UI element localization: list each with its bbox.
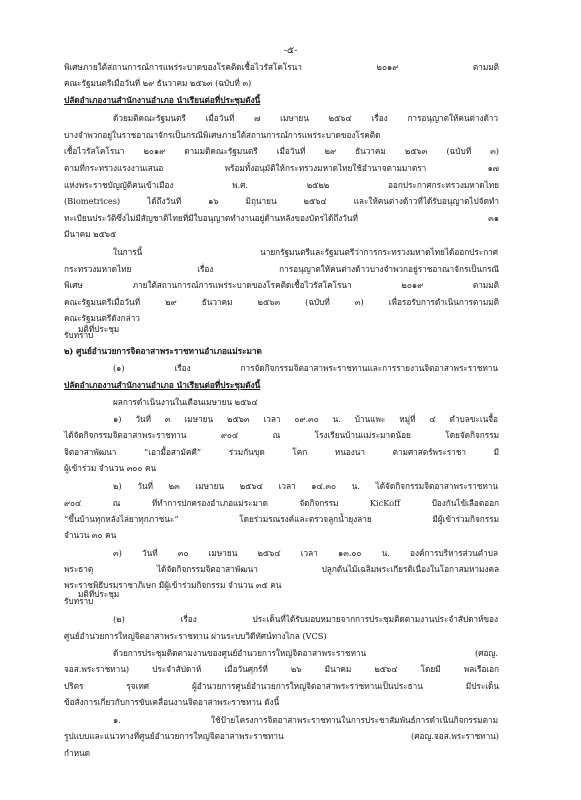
text-line: ปริตร รุจเทศ ผู้อำนวยการศูนย์อำนวยการใหญ่จิตอาสาพระราชทานเป็นประธาน มีประเด็น: [64, 681, 499, 691]
text-line: ในการนี้ นายกรัฐมนตรีและรัฐมนตรีว่าการกระทรวงมหาดไทยได้ออกประกาศ: [113, 247, 498, 257]
text-line: คณะรัฐมนตรีเมื่อวันที่ ๒๙ ธันวาคม ๒๕๖๓ (ฉบับที่ ๓): [64, 78, 252, 88]
text-line: จิตอาสาพัฒนา “เอามื้อสามัคคี” ร่วมกันขุด โคก หนองนา ตามศาสตร์พระราชา มี: [64, 447, 499, 457]
text-line: ทะเบียนประวัติซึ่งไม่มีสัญชาติไทยที่มีใบอนุญาตทำงานอยู่ด้านหลังของบัตรได้ถึงวันที่ ๓๑: [64, 213, 499, 223]
text-line: คณะรัฐมนตรีดังกล่าว: [64, 313, 140, 323]
text-line: จอส.พระราชทาน) ประจำสัปดาห์ เมื่อวันศุกร์ที่ ๒๖ มีนาคม ๒๕๖๔ โดยมี พลเรือเอก: [64, 664, 499, 674]
text-line: ๓) วันที่ ๓๐ เมษายน ๒๕๖๔ เวลา ๑๓.๐๐ น. องค์การบริหารส่วนตำบล: [113, 548, 498, 558]
text-line: ๑. ใช้ป้ายโครงการจิตอาสาพระราชทานในการประชาสัมพันธ์การดำเนินกิจกรรมตาม: [113, 715, 498, 725]
text-line: รูปแบบและแนวทางที่ศูนย์อำนวยการใหญ่จิตอาสาพระราชทาน (ศอญ.จอส.พระราชทาน): [64, 731, 499, 741]
resolution-text: รับทราบ: [64, 596, 94, 606]
resolution-text: รับทราบ: [64, 330, 94, 340]
text-line: ข้อสั่งการเกี่ยวกับการขับเคลื่อนงานจิตอาสาพระราชทาน ดังนี้: [64, 697, 280, 707]
text-line: กำหนด: [64, 748, 91, 758]
text-line: ตามที่กระทรวงแรงงานเสนอ พร้อมทั้งอนุมัติให้กระทรวงมหาดไทยใช้อำนาจตามมาตรา ๑๗: [64, 163, 499, 173]
text-line: ศูนย์อำนวยการใหญ่จิตอาสาพระราชทาน ผ่านระบบวิดีทัศน์ทางไกล (VCS): [64, 631, 327, 641]
text-line: พิเศษ ภายใต้สถานการณ์การแพร่ระบาดของโรคติดเชื้อไวรัสโคโรนา ๒๐๑๙ ตามมติ: [64, 280, 499, 290]
text-line: พิเศษภายใต้สถานการณ์การแพร่ระบาดของโรคติดเชื้อไวรัสโคโรนา ๒๐๑๙ ตามมติ: [64, 62, 499, 72]
text-line: พระราชพิธีบรมราชาภิเษก มีผู้เข้าร่วมกิจกรรม จำนวน ๓๕ คน: [64, 580, 282, 590]
resolution-label: มติที่ประชุม: [78, 324, 120, 334]
page-number: -๕-: [283, 45, 298, 56]
text-line: (๑) เรื่อง การจัดกิจกรรมจิตอาสาพระราชทานและการรายงานจิตอาสาพระราชทาน: [113, 363, 498, 373]
text-line: ๒) วันที่ ๒๓ เมษายน ๒๕๖๔ เวลา ๑๔.๓๐ น. ได้จัดกิจกรรมจิตอาสาพระราชทาน: [113, 481, 498, 491]
text-line: ด้วยมติคณะรัฐมนตรี เมื่อวันที่ ๗ เมษายน ๒๕๖๔ เรื่อง การอนุญาตให้คนต่างด้าว: [113, 113, 498, 123]
text-line: (Biometrices) ได้ถึงวันที่ ๑๖ มิถุนายน ๒๕๖๔ และให้คนต่างด้าวที่ได้รับอนุญาตไปจัดทำ: [64, 196, 499, 206]
text-line: พระธาตุ ได้จัดกิจกรรมจิตอาสาพัฒนา ปลูกต้นไม้เฉลิมพระเกียรติเนื่องในโอกาสมหามงคล: [64, 564, 499, 574]
text-line: แห่งพระราชบัญญัติคนเข้าเมือง พ.ศ. ๒๕๒๒ ออกประกาศกระทรวงมหาดไทย: [64, 180, 499, 190]
text-line: “ขึ้นบ้านทุกหลังไล่ยาทุกภาชนะ” โดยร่วมรณรงค์และตรวจลูกน้ำยุงลาย มีผู้เข้าร่วมกิจกรรม: [64, 514, 499, 524]
text-line: (๒) เรื่อง ประเด็นที่ได้รับมอบหมายจากการประชุมติดตามงานประจำสัปดาห์ของ: [113, 614, 498, 624]
resolution-label: มติที่ประชุม: [78, 589, 120, 599]
section-heading: ปลัดอำเภองานสำนักงานอำเภอ นำเรียนต่อที่ประชุมดังนี้: [64, 95, 261, 105]
text-line: คณะรัฐมนตรีเมื่อวันที่ ๒๙ ธันวาคม ๒๕๖๓ (ฉบับที่ ๓) เพื่อรอรับการดำเนินการตามมติ: [64, 297, 499, 307]
text-line: บางจำพวกอยู่ในราชอาณาจักรเป็นกรณีพิเศษภายใต้สถานการณ์การแพร่ระบาดของโรคติด: [64, 130, 381, 140]
text-line: กระทรวงมหาดไทย เรื่อง การอนุญาตให้คนต่างด้าวบางจำพวกอยู่ราชอาณาจักรเป็นกรณี: [64, 264, 499, 274]
text-line: มีนาคม ๒๕๖๕: [64, 229, 117, 239]
text-line: ๙๐๔ ณ ที่ทำการปกครองอำเภอแม่ระมาด จัดกิจกรรม KicKoff ป้องกันไข้เลือดออก: [64, 498, 499, 508]
text-line: ผลการดำเนินงานในเดือนเมษายน ๒๕๖๔: [113, 397, 258, 407]
text-line: เชื้อไวรัสโคโรนา ๒๐๑๙ ตามมติคณะรัฐมนตรี เมื่อวันที่ ๒๙ ธันวาคม ๒๕๖๓ (ฉบับที่ ๓): [64, 146, 499, 156]
text-line: ได้จัดกิจกรรมจิตอาสาพระราชทาน ๙๐๔ ณ โรงเรียนบ้านแม่ระมาดน้อย โดยจัดกิจกรรม: [64, 430, 499, 440]
text-line: จำนวน ๓๐ คน: [64, 530, 117, 540]
text-line: ๑) วันที่ ๓ เมษายน ๒๕๖๓ เวลา ๐๙.๓๐ น. บ้านแพะ หมู่ที่ ๔ ตำบลขะเนจื้อ: [113, 414, 498, 424]
section-heading: ปลัดอำเภองานสำนักงานอำเภอ นำเรียนต่อที่ประชุมดังนี้: [64, 380, 261, 390]
text-line: ผู้เข้าร่วม จำนวน ๓๐๐ คน: [64, 463, 157, 473]
text-line: ด้วยการประชุมติดตามงานของศูนย์อำนวยการใหญ่จิตอาสาพระราชทาน (ศอญ.: [113, 648, 498, 658]
section-heading: ๒) ศูนย์อำนวยการจิตอาสาพระราชทานอำเภอแม่ระมาด: [64, 346, 262, 356]
